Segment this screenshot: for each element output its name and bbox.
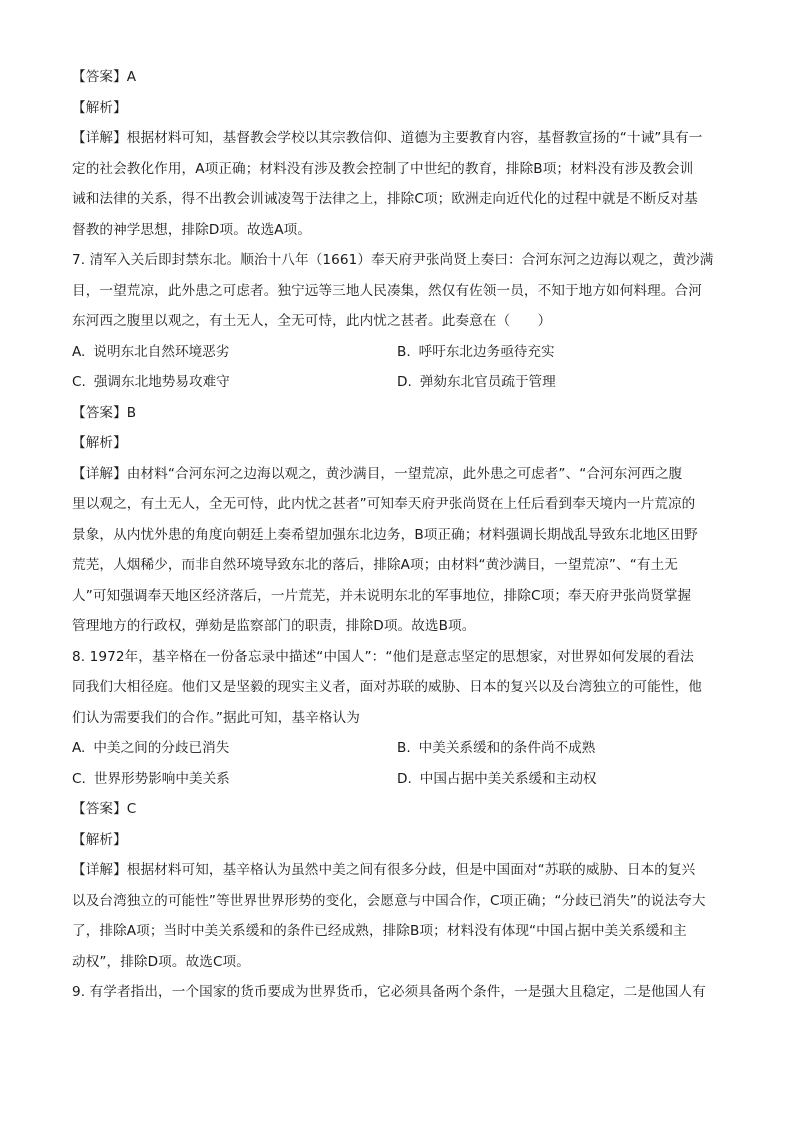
option-text: 弹劾东北官员疏于管理 <box>419 374 556 390</box>
option-text: 世界形势影响中美关系 <box>93 770 230 787</box>
options-q8-row2 <box>72 764 722 795</box>
detail-q8-line: 以及台湾独立的可能性”等世界世界形势的变化，会愿意与中国合作，C项正确；“分歧已消失”的说法夸大 <box>72 892 706 909</box>
question-8 <box>72 642 722 734</box>
detail-q7-line: 人”可知强调奉天地区经济落后，一片荒芜，并未说明东北的军事地位，排除C项；奉天府尹张尚贤掌握 <box>72 587 692 604</box>
option-letter: D. <box>397 374 412 390</box>
detail-q7-line: 景象，从内忧外患的角度向朝廷上奏希望加强东北边务，B项正确；材料强调长期战乱导致东北地区田野 <box>72 526 698 543</box>
detail-q6 <box>72 123 722 245</box>
option-a <box>72 733 397 764</box>
option-letter: A. <box>72 343 86 360</box>
detail-q6-line: 诫和法律的关系，得不出教会训诫凌驾于法律之上，排除C项；欧洲走向近代化的过程中就是不断反对基 <box>72 191 698 207</box>
option-letter: D. <box>397 770 412 787</box>
document-page <box>72 62 722 1008</box>
detail-q8-line: 动权”，排除D项。故选C项。 <box>72 953 250 970</box>
answer-q6: 【答案】A <box>72 69 137 85</box>
detail-q6-line: 督教的神学思想，排除D项。故选A项。 <box>72 221 312 238</box>
option-a <box>72 337 397 368</box>
options-q8-row1 <box>72 733 722 764</box>
detail-q8-line: 了，排除A项；当时中美关系缓和的条件已经成熟，排除B项；材料没有体现“中国占据中美关系缓和主 <box>72 923 687 939</box>
question-8-line: 们认为需要我们的合作。”据此可知，基辛格认为 <box>72 709 360 726</box>
detail-q7-line: 管理地方的行政权，弹劾是监察部门的职责，排除D项。故选B项。 <box>72 618 476 634</box>
option-c <box>72 367 397 398</box>
question-8-line: 8. 1972年，基辛格在一份备忘录中描述“中国人”：“他们是意志坚定的思想家，对世界如何发展的看法 <box>72 648 694 665</box>
option-text: 呼吁东北边务亟待充实 <box>418 343 555 360</box>
question-7-line: 目，一望荒凉，此外患之可虑者。独宁远等三地人民凑集，然仅有佐领一员，不知于地方如何料理。合河 <box>72 282 702 299</box>
detail-q8 <box>72 855 722 977</box>
answer-q8: 【答案】C <box>72 801 137 817</box>
detail-q6-line: 【详解】根据材料可知，基督教会学校以其宗教信仰、道德为主要教育内容，基督教宣扬的“十诫”具有一 <box>72 130 703 146</box>
detail-q8-line: 【详解】根据材料可知，基辛格认为虽然中美之间有很多分歧，但是中国面对“苏联的威胁、日本的复兴 <box>72 862 696 878</box>
analysis-heading-q8: 【解析】 <box>72 831 127 848</box>
options-q7-row2 <box>72 367 722 398</box>
answer-q7: 【答案】B <box>72 404 137 421</box>
option-b <box>397 337 722 368</box>
option-d <box>397 367 722 398</box>
option-text: 强调东北地势易攻难守 <box>93 374 230 390</box>
question-7 <box>72 245 722 337</box>
question-9 <box>72 977 722 1008</box>
option-letter: C. <box>72 770 86 787</box>
question-7-line: 东河西之腹里以观之，有土无人，全无可恃，此内忧之甚者。此奏意在（ ） <box>72 313 552 329</box>
option-c <box>72 764 397 795</box>
analysis-heading-q6: 【解析】 <box>72 99 127 116</box>
option-text: 说明东北自然环境恶劣 <box>93 343 230 360</box>
analysis-heading-q7: 【解析】 <box>72 435 127 451</box>
option-letter: B. <box>397 740 411 756</box>
detail-q7 <box>72 459 722 642</box>
option-d <box>397 764 722 795</box>
options-q7-row1 <box>72 337 722 368</box>
option-text: 中国占据中美关系缓和主动权 <box>419 770 597 787</box>
detail-q6-line: 定的社会教化作用，A项正确；材料没有涉及教会控制了中世纪的教育，排除B项；材料没有涉及教会训 <box>72 160 694 177</box>
option-letter: C. <box>72 374 86 390</box>
question-8-line: 同我们大相径庭。他们又是坚毅的现实主义者，面对苏联的威胁、日本的复兴以及台湾独立的可能性，他 <box>72 679 702 695</box>
detail-q7-line: 里以观之，有土无人，全无可恃，此内忧之甚者”可知奉天府尹张尚贤在上任后看到奉天境内一片荒凉的 <box>72 496 696 512</box>
detail-q7-line: 【详解】由材料“合河东河之边海以观之，黄沙满目，一望荒凉，此外患之可虑者”、“合河东河西之腹 <box>72 465 683 482</box>
detail-q7-line: 荒芜，人烟稀少，而非自然环境导致东北的落后，排除A项；由材料“黄沙满目，一望荒凉”、“有土无 <box>72 557 678 573</box>
question-9-line: 9. 有学者指出，一个国家的货币要成为世界货币，它必须具备两个条件，一是强大且稳定，二是他国人有 <box>72 984 706 1000</box>
option-text: 中美关系缓和的条件尚不成熟 <box>418 740 596 756</box>
option-letter: B. <box>397 343 411 360</box>
question-7-line: 7. 清军入关后即封禁东北。顺治十八年（1661）奉天府尹张尚贤上奏曰：合河东河之边海以观之，黄沙满 <box>72 252 714 268</box>
option-text: 中美之间的分歧已消失 <box>93 740 230 756</box>
option-b <box>397 733 722 764</box>
option-letter: A. <box>72 740 86 756</box>
